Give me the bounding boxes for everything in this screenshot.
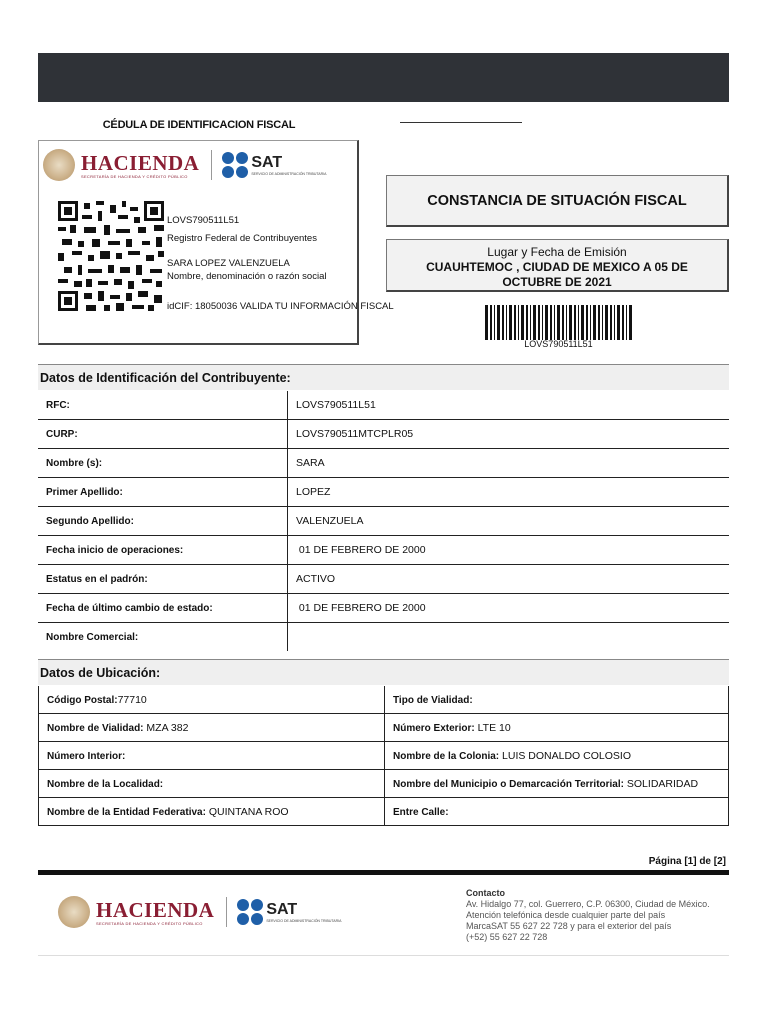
field-value: LOVS790511L51	[288, 391, 730, 420]
location-cell	[39, 770, 385, 798]
table-row	[38, 449, 729, 478]
field-value: MZA 382	[143, 721, 189, 734]
field-value: SARA	[288, 449, 730, 478]
field-label: Nombre Comercial:	[38, 623, 288, 652]
lugar-fecha-box	[386, 239, 729, 292]
contacto-line: (+52) 55 627 22 728	[466, 932, 548, 942]
field-label: Fecha de último cambio de estado:	[38, 594, 288, 623]
table-row	[38, 565, 729, 594]
table-row	[39, 742, 729, 770]
location-cell	[39, 798, 385, 826]
contacto-line: Av. Hidalgo 77, col. Guerrero, C.P. 06300, Ciudad de México.	[466, 899, 710, 909]
field-label: Nombre del Municipio o Demarcación Territorial:	[393, 778, 624, 790]
sat-logo: SAT	[251, 154, 283, 171]
field-value: SOLIDARIDAD	[623, 777, 699, 790]
footer-logos	[58, 892, 358, 932]
hacienda-logo-subtitle: SECRETARÍA DE HACIENDA Y CRÉDITO PÚBLICO	[96, 920, 203, 926]
mexico-seal-icon	[43, 149, 75, 181]
table-row	[38, 391, 729, 420]
location-cell	[39, 742, 385, 770]
lugar-label: Lugar y Fecha de Emisión	[487, 245, 627, 259]
mexico-seal-icon	[58, 896, 90, 928]
qr-code-icon	[58, 201, 166, 313]
location-cell	[385, 770, 729, 798]
lugar-line1: CUAUHTEMOC , CIUDAD DE MEXICO A 05 DE	[426, 260, 688, 274]
contacto-line: MarcaSAT 55 627 22 728 y para el exterior del país	[466, 921, 672, 931]
card-rfc-caption: Registro Federal de Contribuyentes	[167, 233, 317, 244]
table-row	[39, 770, 729, 798]
table-row	[39, 714, 729, 742]
field-value: 77710	[117, 693, 147, 706]
card-logos	[43, 145, 355, 185]
field-value: 01 DE FEBRERO DE 2000	[288, 594, 730, 623]
cedula-title: CÉDULA DE IDENTIFICACION FISCAL	[102, 119, 296, 131]
field-label: Nombre de la Colonia:	[393, 750, 500, 762]
table-row	[38, 478, 729, 507]
sat-logo-subtitle: SERVICIO DE ADMINISTRACIÓN TRIBUTARIA	[266, 919, 342, 923]
field-value: LOPEZ	[288, 478, 730, 507]
field-label: RFC:	[38, 391, 288, 420]
barcode-icon	[485, 305, 632, 340]
field-label: Número Exterior:	[393, 722, 475, 734]
card-name-caption: Nombre, denominación o razón social	[167, 271, 327, 282]
sat-logo-subtitle: SERVICIO DE ADMINISTRACIÓN TRIBUTARIA	[251, 172, 327, 176]
field-label: Entre Calle:	[393, 806, 449, 818]
identificacion-table	[38, 391, 729, 651]
location-cell	[39, 714, 385, 742]
ubicacion-table	[38, 686, 729, 826]
cedula-card	[38, 140, 394, 345]
contacto-title: Contacto	[466, 888, 505, 898]
field-value: VALENZUELA	[288, 507, 730, 536]
location-cell	[39, 686, 385, 714]
field-label: Primer Apellido:	[38, 478, 288, 507]
location-cell	[385, 798, 729, 826]
field-label: Fecha inicio de operaciones:	[38, 536, 288, 565]
page-number: Página [1] de [2]	[648, 856, 726, 867]
location-cell	[385, 714, 729, 742]
field-value: QUINTANA ROO	[205, 805, 289, 818]
sat-dots-icon	[237, 899, 263, 925]
field-value: LUIS DONALDO COLOSIO	[499, 749, 631, 762]
table-row	[38, 594, 729, 623]
sat-logo: SAT	[266, 901, 298, 918]
field-label: Nombre de la Localidad:	[47, 778, 164, 790]
table-row	[38, 420, 729, 449]
constancia-title: CONSTANCIA DE SITUACIÓN FISCAL	[427, 192, 687, 209]
field-label: Nombre de Vialidad:	[47, 722, 144, 734]
table-row	[39, 686, 729, 714]
sat-dots-icon	[222, 152, 248, 178]
field-value: 01 DE FEBRERO DE 2000	[288, 536, 730, 565]
hacienda-logo: HACIENDA	[81, 150, 200, 175]
table-row	[39, 798, 729, 826]
field-label: Número Interior:	[47, 750, 126, 762]
location-cell	[385, 686, 729, 714]
card-rfc: LOVS790511L51	[167, 215, 240, 226]
field-label: CURP:	[38, 420, 288, 449]
identificacion-section-title: Datos de Identificación del Contribuyente:	[38, 364, 729, 390]
field-label: Código Postal:	[47, 694, 118, 706]
contacto-line: Atención telefónica desde cualquier parte del país	[466, 910, 666, 920]
top-header-bar	[38, 53, 729, 102]
hacienda-logo: HACIENDA	[96, 897, 215, 922]
field-label: Estatus en el padrón:	[38, 565, 288, 594]
field-label: Tipo de Vialidad:	[393, 694, 473, 706]
lugar-line2: OCTUBRE DE 2021	[502, 275, 612, 289]
field-label: Nombre (s):	[38, 449, 288, 478]
signature-line	[400, 122, 522, 123]
card-name: SARA LOPEZ VALENZUELA	[167, 258, 290, 269]
barcode-text: LOVS790511L51	[524, 339, 593, 349]
field-value: LTE 10	[474, 721, 511, 734]
field-value: ACTIVO	[288, 565, 730, 594]
table-row	[38, 623, 729, 652]
contacto-block	[466, 888, 710, 943]
hacienda-logo-subtitle: SECRETARÍA DE HACIENDA Y CRÉDITO PÚBLICO	[81, 173, 188, 179]
location-cell	[385, 742, 729, 770]
field-value	[288, 623, 730, 652]
footer-bar	[38, 870, 729, 875]
field-label: Segundo Apellido:	[38, 507, 288, 536]
field-label: Nombre de la Entidad Federativa:	[47, 806, 206, 818]
ubicacion-section-title: Datos de Ubicación:	[38, 659, 729, 685]
field-value: LOVS790511MTCPLR05	[288, 420, 730, 449]
card-idcif: idCIF: 18050036 VALIDA TU INFORMACIÓN FISCAL	[167, 301, 394, 312]
table-row	[38, 507, 729, 536]
constancia-title-box	[386, 175, 729, 227]
table-row	[38, 536, 729, 565]
